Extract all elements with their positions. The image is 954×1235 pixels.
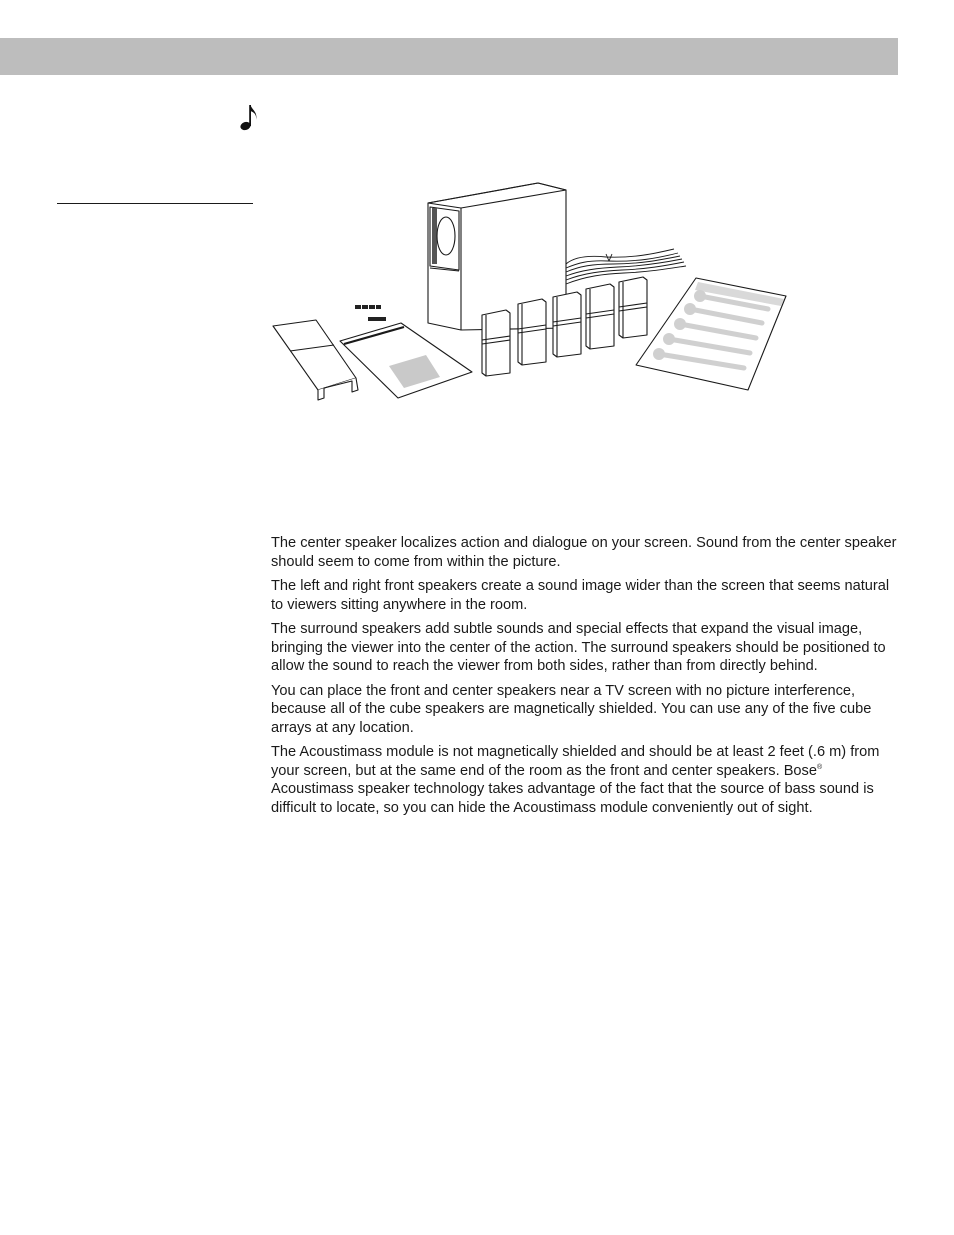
speaker-wires bbox=[566, 249, 686, 284]
body-text bbox=[271, 534, 903, 823]
header-band bbox=[0, 38, 898, 75]
paragraph-center-speaker: The center speaker localizes action and dialogue on your screen. Sound from the center speaker should seem to come from within the picture. bbox=[271, 535, 897, 570]
registered-mark: ® bbox=[816, 763, 823, 771]
owners-guide bbox=[340, 323, 472, 398]
paragraph-acoustimass-module bbox=[271, 743, 903, 817]
paragraph-shielding: You can place the front and center speakers near a TV screen with no picture interference, because all of the cube speakers are magnetically shielded. You can use any of the five cube arrays at any location. bbox=[271, 682, 872, 736]
speaker-stand bbox=[273, 320, 358, 400]
setup-sheet bbox=[636, 278, 786, 390]
acoustimass-text-part1: The Acoustimass module is not magnetically shielded and should be at least 2 feet (.6 m) from your screen, but at the same end of the room as the front and center speakers. Bose bbox=[271, 744, 880, 779]
speaker-system-contents-illustration bbox=[268, 178, 798, 408]
sidebar-rule bbox=[57, 203, 253, 204]
eighth-note-icon bbox=[238, 102, 260, 132]
paragraph-surround-speakers: The surround speakers add subtle sounds and special effects that expand the visual image, bringing the viewer into the center of the action. The surround speakers should be positioned to allow the sound to reach the viewer from both sides, rather than from directly behind. bbox=[271, 621, 886, 674]
paragraph-front-speakers: The left and right front speakers create a sound image wider than the screen that seems natural to viewers sitting anywhere in the room. bbox=[271, 578, 890, 613]
feet-pads bbox=[355, 305, 386, 321]
acoustimass-text-part2: Acoustimass speaker technology takes advantage of the fact that the source of bass sound is difficult to locate, so you can hide the Acoustimass module conveniently out of sight. bbox=[271, 781, 874, 816]
